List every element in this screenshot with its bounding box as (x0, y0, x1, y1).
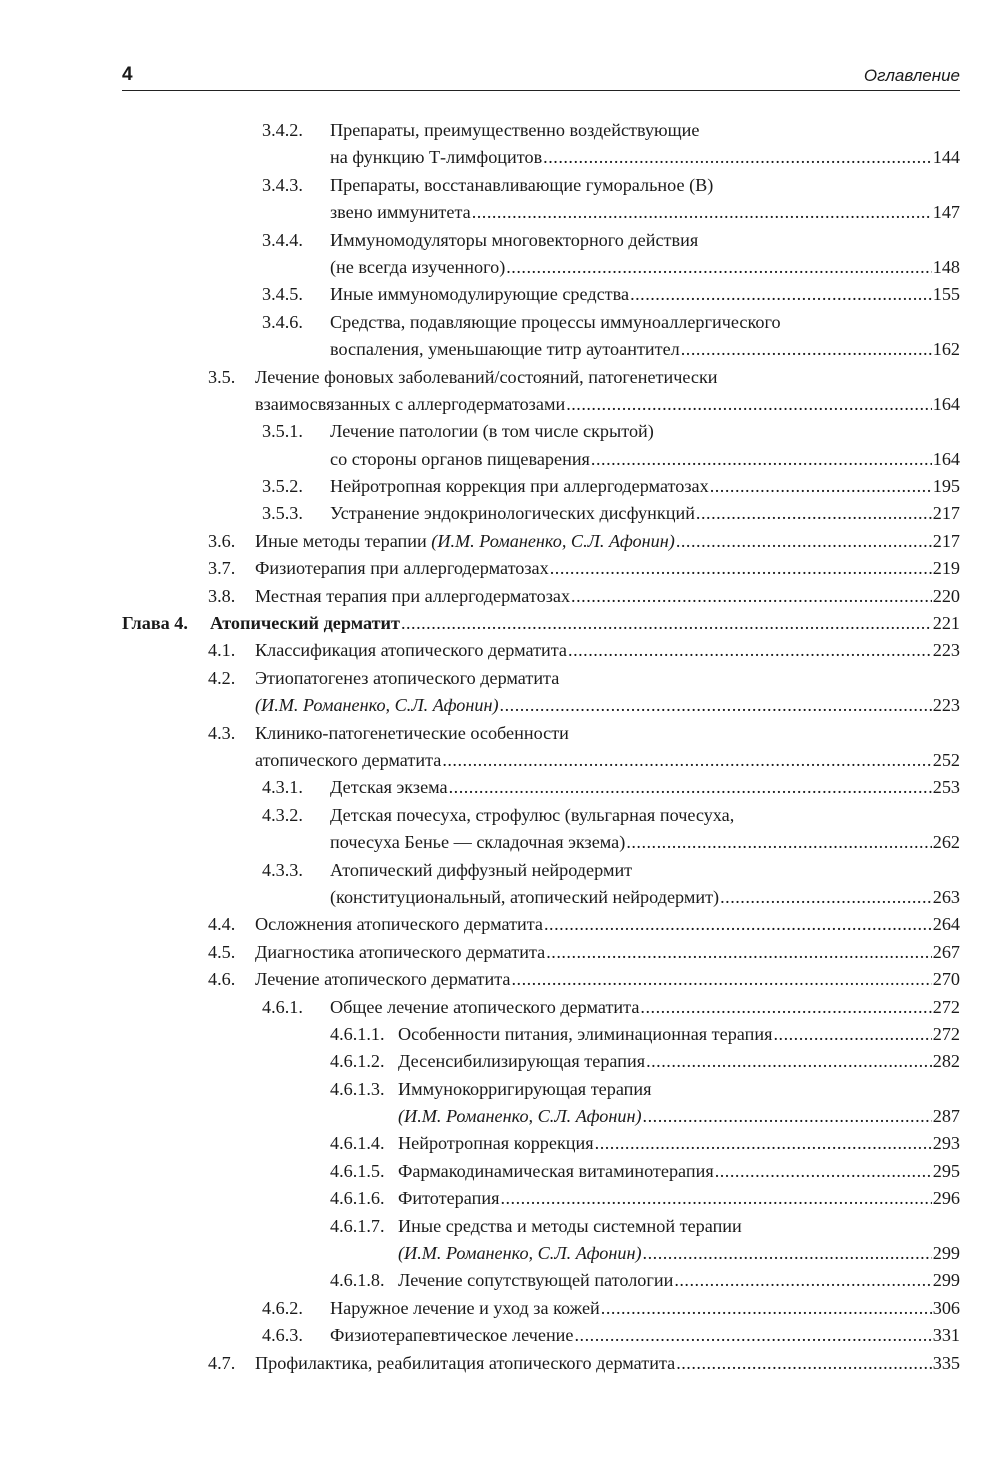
toc-entry-text: Иммунокорригирующая терапия (398, 1078, 652, 1099)
toc-entry-title (255, 583, 960, 610)
toc-line (0, 774, 1000, 801)
toc-entry-title (255, 720, 569, 747)
toc-entry-text: Наружное лечение и уход за кожей (330, 1297, 600, 1318)
toc-page-number: 148 (932, 256, 960, 277)
toc-page-number: 270 (932, 969, 960, 990)
toc-line (0, 281, 1000, 308)
toc-leader-dots (449, 774, 932, 801)
toc-entry-title (398, 1267, 960, 1294)
toc-entry-text: (конституциональный, атопический нейродермит) (330, 886, 720, 907)
toc-line (0, 1185, 1000, 1212)
toc-entry-text: Особенности питания, элиминационная терапия (398, 1023, 773, 1044)
toc-entry-number: 4.6. (208, 969, 236, 990)
toc-page-number: 162 (932, 339, 960, 360)
toc-page-number: 272 (932, 1023, 960, 1044)
toc-page-number: 272 (932, 996, 960, 1017)
toc-line (0, 939, 1000, 966)
toc-entry-text: Диагностика атопического дерматита (255, 941, 546, 962)
toc-entry-text: Лечение фоновых заболеваний/состояний, патогенетически (255, 366, 718, 387)
toc-entry-title (255, 665, 559, 692)
toc-entry-text: (не всегда изученного) (330, 256, 506, 277)
toc-entry-number: 4.6.1.4. (330, 1133, 385, 1154)
toc-entry-title (255, 1350, 960, 1377)
toc-entry-number: 4.6.1.2. (330, 1051, 385, 1072)
toc-entry-text: звено иммунитета (330, 202, 471, 223)
toc-entry-title (330, 418, 654, 445)
toc-entry-text: Осложнения атопического дерматита (255, 914, 543, 935)
toc-entry-text: взаимосвязанных с аллергодерматозами (255, 393, 566, 414)
toc-line (0, 364, 1000, 391)
toc-leader-dots (643, 1103, 932, 1130)
toc-entry-title (330, 199, 960, 226)
toc-entry-number: 4.3. (208, 722, 236, 743)
toc-entry-number: 4.3.2. (262, 804, 303, 825)
toc-entry-number: 3.4.5. (262, 284, 303, 305)
toc-page-number: 195 (932, 476, 960, 497)
toc-line (0, 829, 1000, 856)
toc-page-number: 223 (932, 640, 960, 661)
toc-entry-title (330, 336, 960, 363)
toc-page-number: 253 (932, 777, 960, 798)
toc-entry-text: Атопический дерматит (210, 613, 400, 634)
toc-leader-dots (544, 911, 932, 938)
toc-entry-title (330, 857, 632, 884)
toc-entry-authors: (И.М. Романенко, С.Л. Афонин) (398, 1243, 642, 1264)
toc-entry-number: 3.5.1. (262, 421, 303, 442)
toc-entry-number: 4.3.1. (262, 777, 303, 798)
toc-leader-dots (566, 391, 932, 418)
toc-page-number: 267 (932, 941, 960, 962)
toc-entry-authors: (И.М. Романенко, С.Л. Афонин) (398, 1106, 642, 1127)
toc-page-number: 252 (932, 749, 960, 770)
toc-leader-dots (500, 1185, 931, 1212)
toc-line (0, 720, 1000, 747)
toc-entry-text: Фитотерапия (398, 1188, 500, 1209)
toc-entry-text: Иммуномодуляторы многовекторного действия (330, 229, 699, 250)
toc-entry-title (255, 966, 960, 993)
toc-entry-number: 3.4.4. (262, 229, 303, 250)
toc-entry-number: 4.6.1.6. (330, 1188, 385, 1209)
toc-leader-dots (720, 884, 932, 911)
toc-entry-text: Нейротропная коррекция при аллергодерматозах (330, 476, 709, 497)
toc-leader-dots (500, 692, 932, 719)
toc-line (0, 1350, 1000, 1377)
toc-entry-text: Препараты, восстанавливающие гуморальное (В) (330, 174, 714, 195)
toc-leader-dots (640, 994, 931, 1021)
toc-entry-title (210, 610, 960, 637)
toc-line (0, 802, 1000, 829)
toc-entry-number: 3.7. (208, 558, 236, 579)
toc-entry-number: 3.4.2. (262, 120, 303, 140)
toc-entry-title (398, 1130, 960, 1157)
toc-line (0, 309, 1000, 336)
toc-entry-title (330, 473, 960, 500)
toc-entry-authors: (И.М. Романенко, С.Л. Афонин) (431, 530, 675, 551)
toc-entry-text: Десенсибилизирующая терапия (398, 1051, 646, 1072)
toc-entry-number: 4.3.3. (262, 859, 303, 880)
toc-line (0, 555, 1000, 582)
toc-entry-title (330, 1322, 960, 1349)
toc-entry-title (330, 829, 960, 856)
toc-entry-text: Детская почесуха, строфулюс (вульгарная почесуха, (330, 804, 735, 825)
toc-page-number: 262 (932, 832, 960, 853)
toc-entry-number: 4.6.3. (262, 1325, 303, 1346)
toc-line (0, 610, 1000, 637)
table-of-contents (0, 117, 1000, 1377)
toc-line (0, 966, 1000, 993)
toc-entry-title (255, 364, 718, 391)
toc-entry-title (330, 500, 960, 527)
toc-leader-dots (401, 610, 932, 637)
toc-page-number: 335 (932, 1352, 960, 1373)
toc-line (0, 1048, 1000, 1075)
toc-entry-title (330, 227, 698, 254)
toc-line (0, 1076, 1000, 1103)
toc-leader-dots (773, 1021, 931, 1048)
toc-line (0, 583, 1000, 610)
toc-entry-text: Лечение патологии (в том числе скрытой) (330, 421, 654, 442)
toc-entry-text: атопического дерматита (255, 749, 442, 770)
toc-leader-dots (676, 1350, 932, 1377)
toc-leader-dots (591, 446, 932, 473)
toc-line (0, 1267, 1000, 1294)
toc-line (0, 117, 1000, 144)
toc-line (0, 172, 1000, 199)
toc-line (0, 994, 1000, 1021)
toc-line (0, 1158, 1000, 1185)
toc-line (0, 857, 1000, 884)
toc-leader-dots (571, 583, 932, 610)
toc-entry-title (398, 1076, 652, 1103)
toc-line (0, 1021, 1000, 1048)
toc-line (0, 418, 1000, 445)
toc-entry-number: 3.6. (208, 530, 236, 551)
toc-line (0, 692, 1000, 719)
toc-leader-dots (543, 144, 932, 171)
toc-line (0, 1213, 1000, 1240)
toc-page-number: 217 (932, 530, 960, 551)
toc-entry-number: 4.6.1.8. (330, 1270, 385, 1291)
toc-entry-title (398, 1158, 960, 1185)
toc-leader-dots (674, 1267, 931, 1294)
toc-leader-dots (646, 1048, 932, 1075)
toc-entry-number: 4.5. (208, 941, 236, 962)
toc-line (0, 1240, 1000, 1267)
toc-entry-title (330, 309, 781, 336)
toc-line (0, 336, 1000, 363)
toc-entry-number: 4.6.1.7. (330, 1215, 385, 1236)
toc-entry-text: Иные методы терапии (255, 530, 427, 551)
toc-entry-text: почесуха Бенье — складочная экзема) (330, 832, 626, 853)
toc-page-number: 223 (932, 695, 960, 716)
toc-entry-title (398, 1103, 960, 1130)
toc-entry-number: 4.7. (208, 1352, 236, 1373)
toc-entry-text: Нейротропная коррекция (398, 1133, 594, 1154)
toc-entry-number: 3.8. (208, 585, 236, 606)
toc-entry-title (255, 528, 960, 555)
toc-entry-text: Устранение эндокринологических дисфункций (330, 503, 695, 524)
toc-entry-number: 4.6.2. (262, 1297, 303, 1318)
toc-line (0, 884, 1000, 911)
toc-leader-dots (568, 637, 932, 664)
toc-entry-title (255, 391, 960, 418)
toc-entry-number: 3.5.3. (262, 503, 303, 524)
toc-entry-text: Препараты, преимущественно воздействующие (330, 120, 700, 140)
toc-entry-title (330, 117, 699, 144)
toc-entry-text: Иные иммуномодулирующие средства (330, 284, 630, 305)
toc-page-number: 331 (932, 1325, 960, 1346)
toc-entry-title (330, 774, 960, 801)
toc-leader-dots (506, 254, 931, 281)
toc-page-number: 221 (932, 613, 960, 634)
toc-line (0, 254, 1000, 281)
toc-leader-dots (626, 829, 931, 856)
toc-entry-text: Иные средства и методы системной терапии (398, 1215, 742, 1236)
toc-entry-text: Физиотерапевтическое лечение (330, 1325, 574, 1346)
toc-entry-number: 4.4. (208, 914, 236, 935)
toc-entry-text: Местная терапия при аллергодерматозах (255, 585, 571, 606)
toc-entry-title (398, 1048, 960, 1075)
toc-page-number: 220 (932, 585, 960, 606)
toc-line (0, 1322, 1000, 1349)
toc-page-number: 144 (932, 147, 960, 168)
toc-line (0, 1130, 1000, 1157)
toc-page-number: 299 (932, 1270, 960, 1291)
toc-page-number: 287 (932, 1106, 960, 1127)
toc-line (0, 199, 1000, 226)
toc-leader-dots (630, 281, 932, 308)
toc-entry-text: Этиопатогенез атопического дерматита (255, 667, 560, 688)
toc-entry-title (255, 911, 960, 938)
toc-leader-dots (511, 966, 931, 993)
toc-entry-text: Фармакодинамическая витаминотерапия (398, 1160, 714, 1181)
toc-entry-number: 3.5.2. (262, 476, 303, 497)
toc-page-number: 263 (932, 886, 960, 907)
toc-line (0, 747, 1000, 774)
toc-page-number: 264 (932, 914, 960, 935)
page-header (122, 64, 960, 91)
toc-line (0, 528, 1000, 555)
toc-leader-dots (546, 939, 932, 966)
toc-leader-dots (696, 500, 932, 527)
toc-entry-text: Атопический диффузный нейродермит (330, 859, 633, 880)
toc-line (0, 446, 1000, 473)
toc-entry-title (330, 802, 734, 829)
toc-entry-text: на функцию Т-лимфоцитов (330, 147, 543, 168)
toc-leader-dots (472, 199, 932, 226)
toc-entry-title (330, 144, 960, 171)
toc-entry-text: Физиотерапия при аллергодерматозах (255, 558, 549, 579)
toc-entry-text: Лечение атопического дерматита (255, 969, 511, 990)
toc-entry-text: Классификация атопического дерматита (255, 640, 568, 661)
toc-line (0, 637, 1000, 664)
toc-leader-dots (676, 528, 932, 555)
toc-page-number: 296 (932, 1188, 960, 1209)
toc-entry-title (255, 637, 960, 664)
toc-entry-title (398, 1185, 960, 1212)
toc-leader-dots (715, 1158, 932, 1185)
toc-page-number: 299 (932, 1243, 960, 1264)
toc-entry-title (255, 555, 960, 582)
toc-entry-title (398, 1240, 960, 1267)
toc-page-number: 219 (932, 558, 960, 579)
toc-page-number: 217 (932, 503, 960, 524)
toc-entry-text: Детская экзема (330, 777, 448, 798)
toc-entry-title (330, 446, 960, 473)
running-title: Оглавление (863, 66, 960, 85)
toc-leader-dots (681, 336, 932, 363)
toc-page-number: 147 (932, 202, 960, 223)
toc-entry-title (330, 254, 960, 281)
toc-page-number: 306 (932, 1297, 960, 1318)
toc-entry-text: со стороны органов пищеварения (330, 448, 590, 469)
toc-entry-title (398, 1213, 742, 1240)
toc-entry-title (330, 281, 960, 308)
toc-leader-dots (442, 747, 931, 774)
toc-entry-title (255, 747, 960, 774)
toc-entry-number: 4.6.1.1. (330, 1023, 385, 1044)
toc-leader-dots (710, 473, 932, 500)
toc-line (0, 500, 1000, 527)
toc-entry-title (255, 939, 960, 966)
toc-page-number: 155 (932, 284, 960, 305)
toc-leader-dots (550, 555, 932, 582)
toc-leader-dots (601, 1295, 932, 1322)
toc-entry-authors: (И.М. Романенко, С.Л. Афонин) (255, 695, 499, 716)
page-number: 4 (122, 64, 133, 85)
toc-leader-dots (575, 1322, 932, 1349)
toc-entry-text: воспаления, уменьшающие титр аутоантител (330, 339, 680, 360)
toc-entry-number: Глава 4. (122, 613, 188, 634)
toc-line (0, 473, 1000, 500)
toc-page-number: 295 (932, 1160, 960, 1181)
toc-entry-number: 4.6.1.5. (330, 1160, 385, 1181)
toc-line (0, 227, 1000, 254)
toc-entry-title (330, 172, 713, 199)
toc-entry-number: 3.4.3. (262, 174, 303, 195)
toc-entry-number: 4.6.1. (262, 996, 303, 1017)
toc-page-number: 282 (932, 1051, 960, 1072)
toc-entry-number: 4.6.1.3. (330, 1078, 385, 1099)
toc-entry-title (330, 1295, 960, 1322)
toc-leader-dots (595, 1130, 932, 1157)
toc-entry-text: Лечение сопутствующей патологии (398, 1270, 674, 1291)
toc-entry-number: 3.4.6. (262, 311, 303, 332)
toc-entry-text: Средства, подавляющие процессы иммуноаллергического (330, 311, 781, 332)
toc-page-number: 293 (932, 1133, 960, 1154)
toc-entry-text: Клинико-патогенетические особенности (255, 722, 569, 743)
toc-leader-dots (643, 1240, 932, 1267)
toc-line (0, 1295, 1000, 1322)
toc-line (0, 911, 1000, 938)
toc-entry-title (398, 1021, 960, 1048)
toc-page-number: 164 (932, 448, 960, 469)
toc-line (0, 665, 1000, 692)
toc-page-number: 164 (932, 393, 960, 414)
toc-entry-title (330, 884, 960, 911)
toc-entry-number: 4.2. (208, 667, 236, 688)
toc-entry-text: Общее лечение атопического дерматита (330, 996, 640, 1017)
toc-line (0, 144, 1000, 171)
toc-entry-title (330, 994, 960, 1021)
toc-line (0, 391, 1000, 418)
toc-entry-text: Профилактика, реабилитация атопического дерматита (255, 1352, 676, 1373)
toc-entry-number: 4.1. (208, 640, 236, 661)
toc-entry-title (255, 692, 960, 719)
toc-entry-number: 3.5. (208, 366, 236, 387)
toc-line (0, 1103, 1000, 1130)
